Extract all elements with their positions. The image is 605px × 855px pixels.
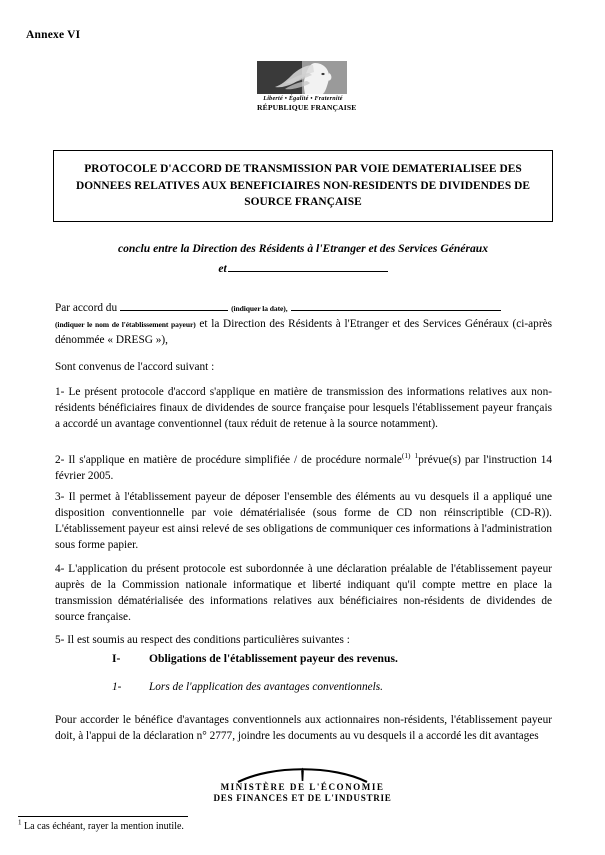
paragraph-accord — [55, 299, 552, 348]
footnote-ref-1[interactable]: 1 — [414, 451, 419, 461]
page-title: PROTOCOLE D'ACCORD DE TRANSMISSION PAR VOIE DEMATERIALISEE DES DONNEES RELATIVES AUX BENEFICIAIRES NON-RESIDENTS DE DIVIDENDES DE SOURCE FRANÇAISE — [75, 162, 531, 209]
title-box — [53, 150, 553, 222]
annexe-label: Annexe VI — [26, 29, 81, 41]
marianne-profile-icon — [257, 61, 347, 94]
arch-obelisk-icon — [200, 763, 405, 783]
heading-subsection-1-text: Lors de l'application des avantages conventionnels. — [149, 681, 383, 693]
paragraph-5: 5- Il est soumis au respect des conditions particulières suivantes : — [55, 634, 350, 646]
republic-devise: Liberté • Égalité • Fraternité — [263, 95, 343, 102]
date-blank[interactable] — [120, 299, 228, 311]
subtitle-line2 — [53, 259, 553, 278]
accord-lead: Par accord du — [55, 302, 118, 314]
heading-subsection-1-number: 1- — [112, 681, 122, 693]
paragraph-2-before: 2- Il s'applique en matière de procédure simplifiée / de procédure normale — [55, 454, 402, 466]
establishment-name-blank[interactable] — [291, 299, 501, 311]
accord-tail: et la Direction des Résidents à l'Etranger et des Services Généraux (ci-après dénommée « DRESG »), — [55, 318, 552, 347]
footnote-1 — [18, 818, 184, 832]
subtitle-et: et — [218, 261, 227, 275]
ministry-line-1: MINISTÈRE DE L'ÉCONOMIE — [220, 782, 385, 792]
heading-section-1-number: I- — [112, 652, 121, 665]
subtitle — [53, 240, 553, 278]
ministry-logo — [200, 763, 405, 803]
paragraph-4: 4- L'application du présent protocole est subordonnée à une déclaration préalable de l'établissement payeur auprès de la Commission nationale informatique et liberté indiquant qu'il compte mettre en place la transmission dématérialisée des informations relatives aux bénéficiaires non-résidents de dividendes de source française. — [55, 563, 552, 624]
ministry-line-2: DES FINANCES ET DE L'INDUSTRIE — [213, 793, 392, 803]
paragraph-sont-convenus: Sont convenus de l'accord suivant : — [55, 361, 215, 373]
paragraph-2 — [55, 452, 552, 484]
heading-section-1 — [112, 652, 398, 665]
party-name-blank[interactable] — [228, 259, 388, 272]
footnote-separator — [18, 816, 188, 817]
paragraph-3: 3- Il permet à l'établissement payeur de déposer l'ensemble des éléments au vu desquels il a appliqué une disposition conventionnelle par voie dématérialisée (sous forme de CD non réinscriptible (CD-R)). L'établissement payeur est ainsi relevé de ses obligations de communiquer ces informations à l'administration sous forme papier. — [55, 491, 552, 552]
subtitle-line1: conclu entre la Direction des Résidents à l'Etranger et des Services Généraux — [117, 242, 489, 255]
paragraph-1: 1- Le présent protocole d'accord s'applique en matière de transmission des informations relatives aux non-résidents bénéficiaires finaux de dividendes de source française pour lesquels l'établissement payeur français a accordé un avantage conventionnel (taux réduit de retenue à la source notamment). — [55, 386, 552, 431]
heading-subsection-1 — [112, 681, 383, 693]
footnote-1-text: La cas échéant, rayer la mention inutile. — [24, 821, 184, 832]
paragraph-2-after: prévue(s) par l'instruction 14 février 2005. — [55, 454, 552, 483]
paragraph-2-superscript: (1) — [401, 451, 411, 461]
footnote-1-marker: 1 — [18, 818, 22, 827]
republic-logo — [257, 61, 357, 112]
accord-hint-date: (indiquer la date), — [231, 304, 288, 313]
accord-hint-name: (indiquer le nom de l'établissement payeur) — [55, 320, 196, 330]
paragraph-pour-accorder: Pour accorder le bénéfice d'avantages conventionnels aux actionnaires non-résidents, l'établissement payeur doit, à l'appui de la déclaration n° 2777, joindre les documents au vu desquels il a accordé les dit avantages — [55, 714, 552, 743]
heading-section-1-text: Obligations de l'établissement payeur des revenus. — [149, 652, 398, 665]
republic-name: RÉPUBLIQUE FRANÇAISE — [257, 102, 357, 112]
